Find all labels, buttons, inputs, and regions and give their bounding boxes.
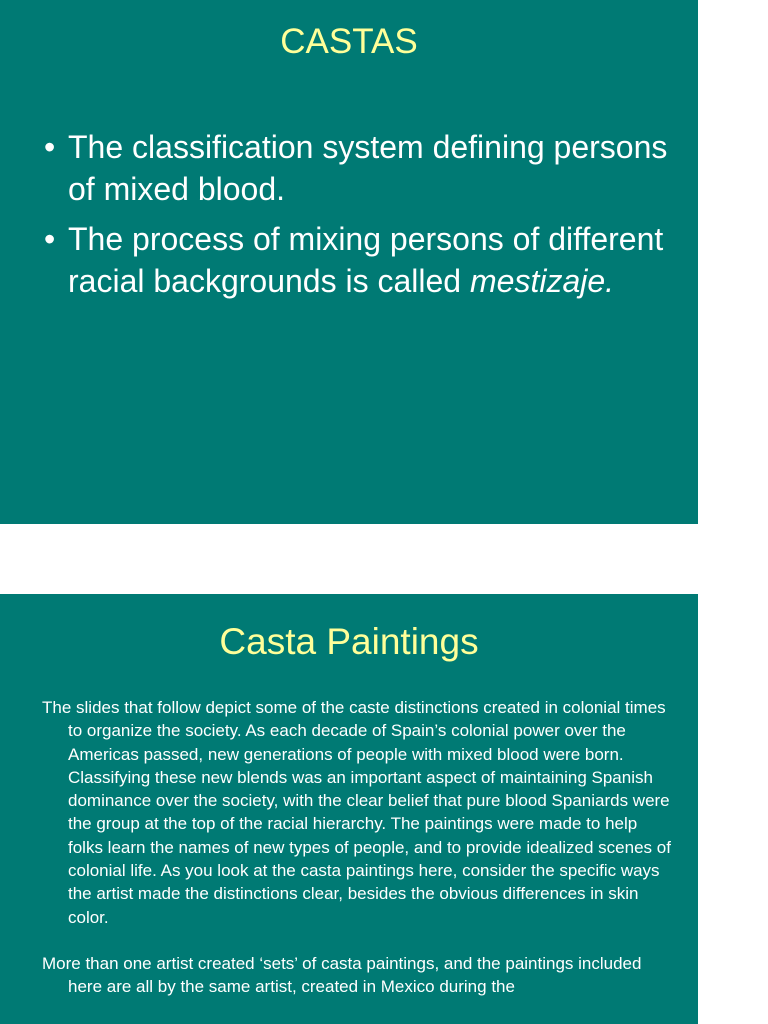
body-paragraph: More than one artist created ‘sets’ of casta paintings, and the paintings included here are all by the same artist, created in Mexico during the — [42, 953, 642, 997]
slide-title: CASTAS — [280, 22, 418, 61]
bullet-glyph: • — [44, 129, 56, 165]
bullet-glyph: • — [44, 221, 56, 257]
bullet-list — [44, 126, 684, 310]
slide-title: Casta Paintings — [219, 621, 479, 662]
slide-casta-paintings — [0, 594, 698, 1024]
bullet-item — [44, 218, 684, 302]
body-paragraph: The slides that follow depict some of the caste distinctions created in colonial times to organize the society. As each decade of Spain’s colonial power over the Americas passed, new generations of people with mixed blood were born. Classifying these new blends was an important aspect of maintaining Spanish dominance over the society, with the clear belief that pure blood Spaniards were the group at the top of the racial hierarchy. The paintings were made to help folks learn the names of new types of people, and to provide idealized scenes of colonial life. As you look at the casta paintings here, consider the specific ways the artist made the distinctions clear, besides the obvious differences in skin color. — [42, 698, 671, 927]
bullet-emphasis: mestizaje. — [469, 263, 615, 299]
bullet-item — [44, 126, 684, 210]
slide-castas — [0, 0, 698, 524]
bullet-text: The classification system defining persons of mixed blood. — [68, 129, 668, 207]
slide-body — [42, 696, 672, 1022]
bullet-text: The process of mixing persons of different racial backgrounds is called — [68, 221, 664, 299]
